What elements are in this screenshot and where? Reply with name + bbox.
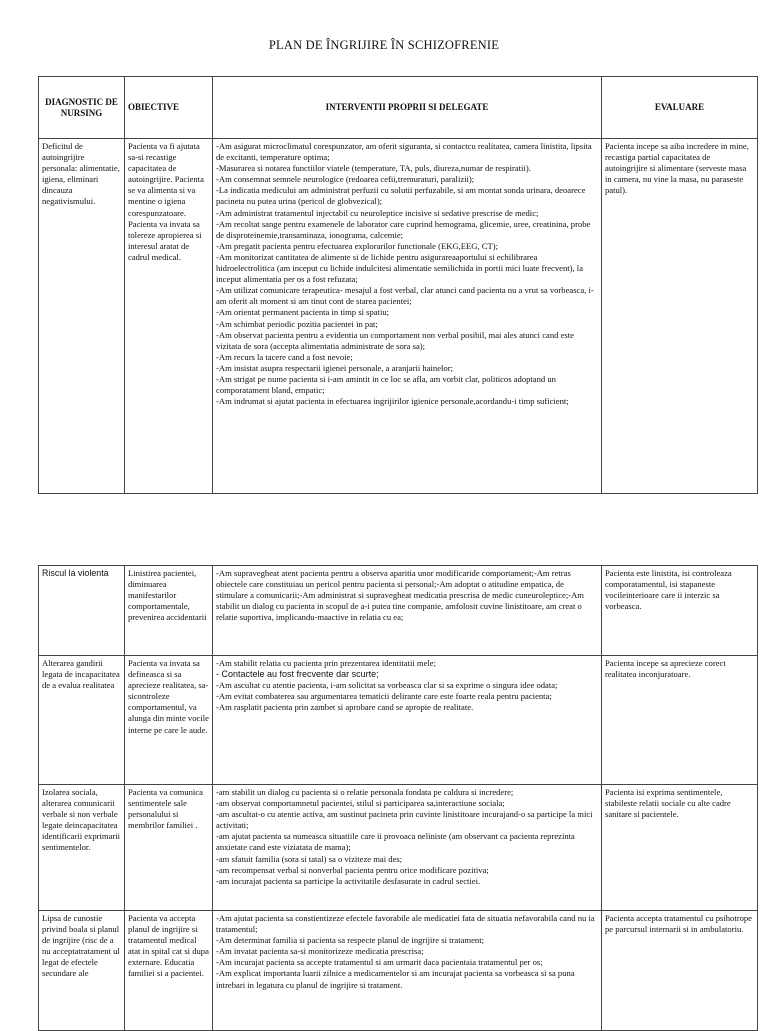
intervention-line: -Am explicat importanta luarii zilnice a medicamentelor si am incurajat pacienta sa vorbeasca si sa puna intrebari in legatura cu planul de ingrijire si tratament. (216, 968, 575, 990)
intervention-line: -Am supravegheat atent pacienta pentru a observa aparitia unor modificaride comportament;-Am retras obiectele care constituiau un pericol pentru pacienta si personal;-Am adoptat o atitudine empatica, de stimulare a comunicarii;-Am administrat si supravegheat medicatia prescrisa de medic cuneuroleptice;-Am stabilit un dialog cu pacienta in scopul de a-i putea tine companie, amfolosit cuvine linistitoare, am creat o relatie suportiva, implicandu-maactive in relatia cu ea; (216, 568, 584, 623)
evaluation-cell: Pacienta este linistita, isi controleaza comporatamentul, isi stapaneste vocileinterioare care ii interzic sa vorbeasca. (602, 566, 758, 656)
intervention-line: -Am determinat familia si pacienta sa respecte planul de ingrijire si tratament; (216, 935, 484, 946)
intervention-line: -am ajutat pacienta sa numeasca situatiile care ii provoaca neliniste (am observant ca pacienta reprezinta anxietate cand este viziatata de mama); (216, 831, 575, 853)
intervention-line: -Am ascultat cu atentie pacienta, i-am solicitat sa vorbeasca clar si sa exprime o singura idee odata; (216, 680, 558, 691)
interventions-cell (213, 785, 602, 911)
evaluation-cell: Pacienta isi exprima sentimentele, stabileste relatii sociale cu alte cadre sanitare si pacientele. (602, 785, 758, 911)
intervention-line: -am ascultat-o cu atentie activa, am sustinut pacineta prin cuvinte linistitoare incurajand-o sa participe la mici activitati; (216, 809, 593, 831)
objective-cell: Linistirea pacientei, diminuarea manifestarilor comportamentale, prevenirea accidentarii (125, 566, 213, 656)
intervention-line: -Am insistat asupra respectarii igienei personale, a aranjarii hainelor; (216, 362, 453, 373)
intervention-line: -am recompensat verbal si nonverbal pacienta pentru orice modificare pozitiva; (216, 864, 489, 875)
table-row (39, 785, 758, 911)
table-header-row (39, 77, 758, 139)
intervention-line: -Am incurajat pacienta sa accepte tratamentul si am urmarit daca pacientaia tratamentul per os; (216, 957, 543, 968)
intervention-line: -Am schimbat periodic pozitia pacientei in pat; (216, 318, 378, 329)
table-row (39, 566, 758, 656)
intervention-line: -Masurarea si notarea functiilor viatele (temperature, TA, puls, diureza,numar de respiratii). (216, 163, 531, 174)
objective-cell: Pacienta va fi ajutata sa-si recastige capacitatea de autoingrijire. Pacienta se va alimenta si va mentine o igiena corespunzatoare. Pacienta va invata sa tolereze apropierea si interesul aratat de cadrul medical. (125, 139, 213, 494)
care-plan-table-2 (38, 565, 758, 1031)
diagnostic-cell: Deficitul de autoingrijire personala: alimentatie, igiena, eliminari dincauza negativismului. (39, 139, 125, 494)
table-row (39, 911, 758, 1031)
interventions-cell (213, 566, 602, 656)
header-objective: OBIECTIVE (125, 77, 213, 139)
intervention-line: -am observat comportamnetul pacientei, stilul si participarea sa,interactiune sociala; (216, 798, 505, 809)
diagnostic-cell: Riscul la violenta (39, 566, 125, 656)
intervention-line: -Am evitat combaterea sau argumentarea tematicii delirante care este foarte reala pentru pacienta; (216, 691, 552, 702)
intervention-line: -Am stabilit relatia cu pacienta prin prezentarea identitatii mele; (216, 658, 436, 668)
intervention-line: - Contactele au fost frecvente dar scurte; (216, 669, 379, 680)
intervention-line: -Am recurs la tacere cand a fost nevoie; (216, 351, 353, 362)
interventions-cell (213, 656, 602, 785)
intervention-line: -Am strigat pe nume pacienta si i-am amintit in ce loc se afla, am vorbit clar, politicos adoptand un comporatament bland, empatic; (216, 373, 556, 396)
interventions-cell (213, 139, 602, 494)
intervention-line: -Am rasplatit pacienta prin zambet si aprobare cand se apropie de realitate. (216, 702, 474, 713)
table-row (39, 656, 758, 785)
diagnostic-cell: Izolarea sociala, alterarea comunicarii verbale si non verbale legate deincapacitatea identificarii exprimarii sentimentelor. (39, 785, 125, 911)
header-diagnostic: DIAGNOSTIC DE NURSING (39, 77, 125, 139)
interventions-cell (213, 911, 602, 1031)
diagnostic-cell: Lipsa de cunostie privind boala si planul de ingrijire (risc de a nu acceptatratament ul legat de efectele secundare ale (39, 911, 125, 1031)
intervention-line: -Am consemnat semnele neurologice (redoarea cefii,tremuraturi, paralizii); (216, 174, 475, 185)
intervention-line: -Am pregatit pacienta pentru efectuarea explorarilor functionale (EKG,EEG, CT); (216, 240, 499, 251)
intervention-line: -am sfatuit familia (sora si tatal) sa o viziteze mai des; (216, 853, 403, 864)
evaluation-cell: Pacienta incepe sa aiba incredere in mine, recastiga partial capacitatea de autoingrijire si alimentare (serveste masa in camera, nu vine la masa, nu paraseste patul). (602, 139, 758, 494)
intervention-line: -Am utilizat comunicare terapeutica- mesajul a fost verbal, clar atunci cand pacienta nu a vrut sa vorbeasca, i-am oferit alt moment si am tinut cont de starea pacientei; (216, 285, 594, 307)
page-title: PLAN DE ÎNGRIJIRE ÎN SCHIZOFRENIE (268, 38, 500, 52)
header-evaluation: EVALUARE (602, 77, 758, 139)
care-plan-table-1 (38, 76, 758, 494)
evaluation-cell: Pacienta incepe sa aprecieze corect realitatea inconjuratoare. (602, 656, 758, 785)
intervention-line: -Am monitorizat cantitatea de alimente si de lichide pentru asigurareaaportului si echilibrarea hidroelectrolitica (am inceput cu lichide indulcitesi alimentatie semilichida in portii mici luate frecvent), la inceput alimentatia per os a fost refuzata; (216, 251, 584, 285)
intervention-line: -Am invatat pacienta sa-si monitorizeze medicatia prescrisa; (216, 946, 424, 957)
intervention-line: -Am asigurat microclimatul corespunzator, am oferit siguranta, si contactcu realitatea, camera linistita, lipsita de excitanti, temperature optima; (216, 141, 592, 163)
intervention-line: -La indicatia medicului am administrat perfuzii cu solutii perfuzabile, si am montat sonda urinara, deoarece pacineta nu putea urina (pericol de globvezical); (216, 185, 586, 207)
objective-cell: Pacienta va comunica sentimentele sale personalului si membrilor familiei . (125, 785, 213, 911)
objective-cell: Pacienta va accepta planul de ingrijire si tratamentul medical atat in spital cat si dupa externare. Educatia familiei si a pacientei. (125, 911, 213, 1031)
evaluation-cell: Pacienta accepta tratamentul cu psihotrope pe parcursul internarii si in ambulatoriu. (602, 911, 758, 1031)
diagnostic-cell: Alterarea gandirii legata de incapacitatea de a evalua realitatea (39, 656, 125, 785)
intervention-line: -Am ajutat pacienta sa constientizeze efectele favorabile ale medicatiei fata de situatia nefavorabila cand nu ia tratamentul; (216, 913, 595, 935)
table-row (39, 139, 758, 494)
intervention-line: -am incurajat pacienta sa participe la activitatile desfasurate in cadrul sectiei. (216, 875, 481, 886)
intervention-line: -Am indrumat si ajutat pacienta in efectuarea ingrijirilor igienice personale,acordandu-i timp suficient; (216, 396, 569, 407)
intervention-line: -Am administrat tratamentul injectabil cu neuroleptice incisive si sedative prescrise de medic; (216, 207, 539, 218)
intervention-line: -am stabilit un dialog cu pacienta si o relatie personala fondata pe caldura si incredere; (216, 787, 514, 797)
intervention-line: -Am orientat permanent pacienta in timp si spatiu; (216, 307, 390, 318)
intervention-line: -Am recoltat sange pentru examenele de laborator care cuprind hemograma, glicemie, uree, creatinina, probe de disproteinemie,transaminaza, ionograma, calcemie; (216, 218, 591, 240)
header-interventions: INTERVENTII PROPRII SI DELEGATE (213, 77, 602, 139)
objective-cell: Pacienta va invata sa defineasca si sa aprecieze realitatea, sa-sicontroleze comportamentul, va alunga din minte vocile interne pe care le aude. (125, 656, 213, 785)
intervention-line: -Am observat pacienta pentru a evidentia un comportament non verbal posibil, mai ales atunci cand este vizitata de sora (accepta alimentatia administrate de sora sa); (216, 329, 574, 351)
